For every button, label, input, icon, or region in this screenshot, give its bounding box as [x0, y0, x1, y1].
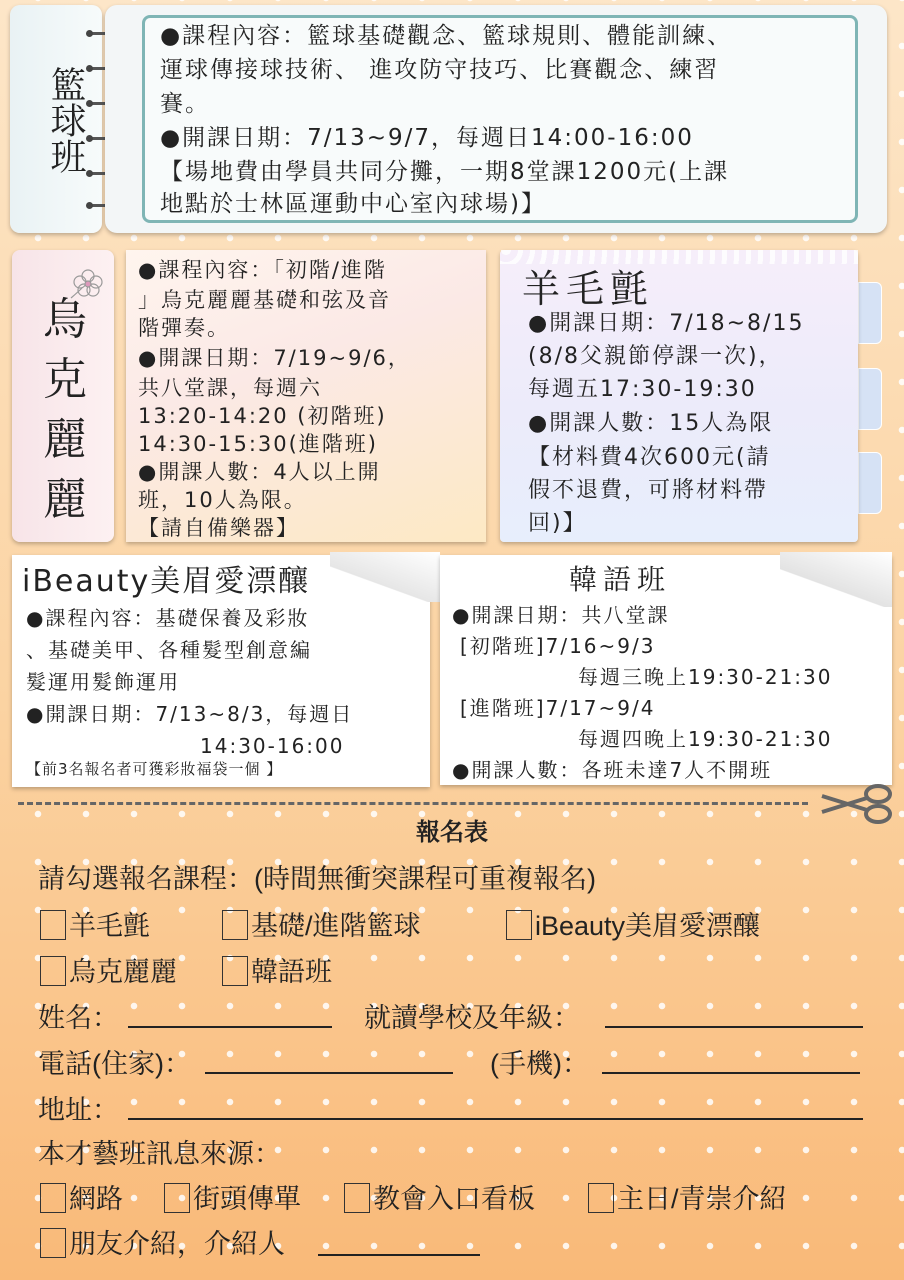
ibeauty-line: ●開課日期：7/13~8/3，每週日: [26, 702, 354, 726]
page-tab: [858, 282, 882, 344]
source-option-sunday[interactable]: 主日/青崇介紹: [588, 1177, 787, 1216]
ibeauty-line: 髮運用髮飾運用: [26, 670, 180, 694]
address-label: 地址：: [38, 1095, 119, 1125]
form-title: 報名表: [416, 819, 488, 846]
source-option-church-board[interactable]: 教會入口看板: [344, 1177, 535, 1216]
basketball-line: ●課程內容：籃球基礎觀念、籃球規則、體能訓練、: [160, 23, 733, 49]
ibeauty-line: 14:30-16:00: [200, 734, 345, 758]
korean-title: 韓語班: [568, 563, 671, 596]
korean-line: ●開課日期：共八堂課: [452, 603, 670, 627]
source-option-friend[interactable]: 朋友介紹，介紹人: [40, 1222, 285, 1261]
checkbox[interactable]: [222, 956, 248, 986]
ukulele-line: ●課程內容：「初階/進階: [138, 258, 387, 282]
ukulele-title-char: 麗: [43, 414, 87, 465]
ukulele-line: 班，10人為限。: [138, 488, 307, 512]
checkbox[interactable]: [40, 910, 66, 940]
ukulele-title-char: 麗: [43, 474, 87, 525]
felt-line: 假不退費，可將材料帶: [528, 478, 769, 503]
ukulele-title-char: 烏: [43, 294, 87, 345]
page-tab: [858, 452, 882, 514]
korean-line: [初階班]7/16~9/3: [460, 634, 656, 658]
basketball-line: 賽。: [160, 91, 210, 117]
felt-line: ●開課日期：7/18~8/15: [528, 311, 805, 336]
form-instruction: 請勾選報名課程：(時間無衝突課程可重複報名): [38, 864, 596, 894]
mobile-label: (手機)：: [490, 1049, 589, 1079]
felt-line: 【材料費4次600元(請: [528, 445, 771, 470]
page-tab: [858, 368, 882, 430]
ukulele-line: 13:20-14:20 (初階班): [138, 404, 387, 428]
felt-line: ●開課人數：15人為限: [528, 411, 774, 436]
ibeauty-title: iBeauty美眉愛漂釀: [22, 564, 311, 599]
basketball-line: 地點於士林區運動中心室內球場)】: [160, 191, 546, 217]
ukulele-line: 」烏克麗麗基礎和弦及音: [138, 288, 391, 312]
ukulele-line: 【請自備樂器】: [138, 516, 299, 540]
checkbox[interactable]: [588, 1183, 614, 1213]
basketball-line: 【場地費由學員共同分攤，一期8堂課1200元(上課: [160, 159, 730, 185]
ukulele-line: ●開課日期：7/19~9/6，: [138, 346, 411, 370]
address-field[interactable]: [128, 1118, 863, 1120]
ukulele-line: 階彈奏。: [138, 316, 230, 340]
course-option-ukulele[interactable]: 烏克麗麗: [40, 950, 177, 989]
korean-line: 每週四晚上19:30-21:30: [578, 727, 833, 751]
korean-line: [進階班]7/17~9/4: [460, 696, 656, 720]
checkbox[interactable]: [164, 1183, 190, 1213]
name-field[interactable]: [128, 1026, 332, 1028]
phone-label: 電話(住家)：: [38, 1049, 191, 1079]
felt-line: 每週五17:30-19:30: [528, 377, 757, 402]
felt-line: (8/8父親節停課一次)，: [528, 344, 783, 369]
cut-line: [18, 802, 808, 805]
school-label: 就讀學校及年級：: [364, 1003, 580, 1033]
ukulele-line: 共八堂課，每週六: [138, 376, 322, 400]
source-option-flyer[interactable]: 街頭傳單: [164, 1177, 301, 1216]
ibeauty-note: 【前3名報名者可獲彩妝福袋一個 】: [26, 760, 283, 778]
phone-field[interactable]: [205, 1072, 453, 1074]
basketball-line: ●開課日期：7/13~9/7，每週日14:00-16:00: [160, 125, 694, 151]
school-field[interactable]: [605, 1026, 863, 1028]
felt-line: 回)】: [528, 511, 587, 536]
referrer-field[interactable]: [318, 1254, 480, 1256]
checkbox[interactable]: [344, 1183, 370, 1213]
checkbox[interactable]: [40, 1228, 66, 1258]
checkbox[interactable]: [222, 910, 248, 940]
checkbox[interactable]: [40, 956, 66, 986]
checkbox[interactable]: [506, 910, 532, 940]
mobile-field[interactable]: [602, 1072, 860, 1074]
ukulele-title-char: 克: [43, 354, 87, 405]
course-option-ibeauty[interactable]: iBeauty美眉愛漂釀: [506, 904, 760, 943]
korean-line: 每週三晚上19:30-21:30: [578, 665, 833, 689]
ukulele-line: ●開課人數：4人以上開: [138, 460, 381, 484]
ukulele-title: [30, 290, 100, 530]
ukulele-line: 14:30-15:30(進階班): [138, 432, 379, 456]
ibeauty-line: 、基礎美甲、各種髮型創意編: [26, 638, 312, 662]
ibeauty-line: ●課程內容：基礎保養及彩妝: [26, 606, 310, 630]
checkbox[interactable]: [40, 1183, 66, 1213]
korean-line: ●開課人數：各班未達7人不開班: [452, 758, 773, 782]
basketball-title: 籃球班: [45, 66, 86, 174]
course-option-basketball[interactable]: 基礎/進階籃球: [222, 904, 421, 943]
page-curl: [330, 552, 440, 602]
course-option-felt[interactable]: 羊毛氈: [40, 904, 150, 943]
felt-title: 羊毛氈: [522, 267, 655, 311]
source-label: 本才藝班訊息來源：: [38, 1139, 281, 1169]
basketball-line: 運球傳接球技術、 進攻防守技巧、比賽觀念、練習: [160, 57, 720, 83]
course-option-korean[interactable]: 韓語班: [222, 950, 332, 989]
name-label: 姓名：: [38, 1003, 119, 1033]
source-option-internet[interactable]: 網路: [40, 1177, 123, 1216]
